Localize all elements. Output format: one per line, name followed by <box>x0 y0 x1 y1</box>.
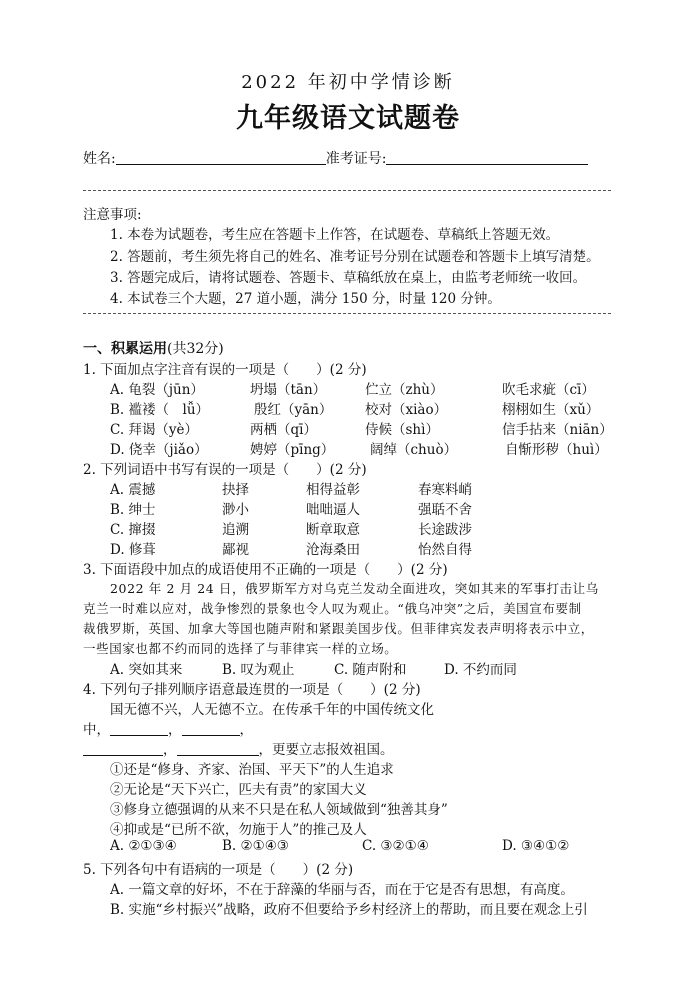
exam-subtitle: 2022 年初中学情诊断 <box>241 72 455 93</box>
q3-passage-line-4: 一些国家也都不约而同的选择了与菲律宾一样的立场。 <box>83 641 398 656</box>
q1-b-4: 栩栩如生（xǔ） <box>502 402 600 418</box>
q1-a-2: 坍塌（tān） <box>250 382 327 398</box>
name-field[interactable] <box>116 150 326 165</box>
id-field[interactable] <box>386 150 588 165</box>
q1-option-b: B. 褴褛（ lǚ） <box>110 402 210 418</box>
q4-blank-sep-3: ， <box>163 742 177 758</box>
divider-top <box>83 190 611 191</box>
section-score: (共32分) <box>167 341 224 357</box>
q1-stem: 1. 下面加点字注音有误的一项是（ ）(2 分) <box>83 362 367 378</box>
q4-blank-sep-2: ， <box>239 722 253 738</box>
q1-c-2: 两栖（qī） <box>250 422 317 438</box>
q3-option-d: D. 不约而同 <box>444 662 517 678</box>
q2-option-d: D. 修葺 <box>110 542 156 558</box>
q2-option-c: C. 撺掇 <box>110 522 156 538</box>
q4-option-a: A. ②①③④ <box>110 838 177 854</box>
q2-c-4: 长途跋涉 <box>418 522 472 538</box>
q4-stem: 4. 下列句子排列顺序语意最连贯的一项是（ ）(2 分) <box>83 682 421 698</box>
name-label: 姓名: <box>83 151 116 167</box>
q3-option-a: A. 突如其来 <box>110 662 183 678</box>
q1-d-2: 娉婷（pīng） <box>250 442 335 458</box>
q4-item-1: ①还是“修身、齐家、治国、平天下”的人生追求 <box>110 762 394 778</box>
q1-a-4: 吹毛求疵（cī） <box>502 382 595 398</box>
q2-d-3: 沧海桑田 <box>306 542 360 558</box>
q1-c-3: 侍候（shì） <box>365 422 439 438</box>
q5-stem: 5. 下列各句中有语病的一项是（ ）(2 分) <box>83 862 354 878</box>
q2-option-a: A. 震撼 <box>110 482 156 498</box>
q2-a-4: 春寒料峭 <box>418 482 472 498</box>
q2-b-4: 强聒不舍 <box>418 502 472 518</box>
q1-a-3: 伫立（zhù） <box>365 382 444 398</box>
q1-d-4: 自惭形秽（huì） <box>505 442 608 458</box>
q1-b-2: 殷红（yān） <box>254 402 333 418</box>
q3-passage-line-2: 克兰一时难以应对，战争惨烈的景象也令人叹为观止。“俄乌冲突”之后，美国宣布要制 <box>83 601 582 616</box>
q4-blank-1[interactable] <box>110 722 168 736</box>
q4-item-3: ③修身立德强调的从来不只是在私人领域做到“独善其身” <box>110 802 448 818</box>
q2-d-2: 鄙视 <box>222 542 249 558</box>
q1-b-3: 校对（xiào） <box>365 402 448 418</box>
q1-option-a: A. 龟裂（jūn） <box>110 382 204 398</box>
q2-c-2: 追溯 <box>222 522 249 538</box>
q4-blank-2[interactable] <box>182 722 240 736</box>
q2-b-2: 渺小 <box>222 502 249 518</box>
q3-option-b: B. 叹为观止 <box>222 662 295 678</box>
q4-blank-3[interactable] <box>83 742 163 756</box>
q5-option-a: A. 一篇文章的好坏，不在于辞藻的华丽与否，而在于它是否有思想，有高度。 <box>110 882 574 898</box>
q4-item-4: ④抑或是“已所不欲，勿施于人”的推己及人 <box>110 822 367 838</box>
q2-c-3: 断章取意 <box>306 522 360 538</box>
q2-b-3: 咄咄逼人 <box>306 502 360 518</box>
q4-blank-4[interactable] <box>177 742 259 756</box>
section-title: 一、积累运用 <box>83 341 167 357</box>
q4-line-2-prefix: 中， <box>83 722 110 738</box>
q2-a-2: 抉择 <box>222 482 249 498</box>
section-heading <box>83 338 224 358</box>
q1-d-3: 阔绰（chuò） <box>370 442 458 458</box>
q2-a-3: 相得益彰 <box>306 482 360 498</box>
q2-stem: 2. 下列词语中书写有误的一项是（ ）(2 分) <box>83 462 367 478</box>
q4-line-3-suffix: ，更要立志报效祖国。 <box>258 742 394 758</box>
notice-item-4: 4. 本试卷三个大题，27 道小题，满分 150 分，时量 120 分钟。 <box>110 291 501 307</box>
q4-option-c: C. ③②①④ <box>362 838 429 854</box>
q4-option-d: D. ③④①② <box>502 838 570 854</box>
notice-heading: 注意事项: <box>83 207 142 223</box>
q4-line-2 <box>83 718 253 738</box>
notice-item-1: 1. 本卷为试题卷，考生应在答题卡上作答，在试题卷、草稿纸上答题无效。 <box>110 227 560 243</box>
q2-option-b: B. 绅士 <box>110 502 156 518</box>
divider-bottom <box>83 313 611 314</box>
q1-c-4: 信手拈来（niān） <box>502 422 613 438</box>
q3-stem: 3. 下面语段中加点的成语使用不正确的一项是（ ）(2 分) <box>83 562 448 578</box>
q4-line-1: 国无德不兴，人无德不立。在传承千年的中国传统文化 <box>110 702 434 718</box>
q3-passage-line-1: 2022 年 2 月 24 日，俄罗斯军方对乌克兰发动全面进攻，突如其来的军事打击让乌 <box>110 581 599 596</box>
id-label: 准考证号: <box>325 151 387 167</box>
q2-d-4: 怡然自得 <box>418 542 472 558</box>
q4-option-b: B. ②①④③ <box>222 838 289 854</box>
q3-option-c: C. 随声附和 <box>334 662 407 678</box>
q4-item-2: ②无论是“天下兴亡，匹夫有责”的家国大义 <box>110 782 367 798</box>
notice-item-3: 3. 答题完成后，请将试题卷、答题卡、草稿纸放在桌上，由监考老师统一收回。 <box>110 270 587 286</box>
notice-item-2: 2. 答题前，考生须先将自己的姓名、准考证号分别在试题卷和答题卡上填写清楚。 <box>110 249 600 265</box>
q1-option-d: D. 侥幸（jiǎo） <box>110 442 208 458</box>
q4-blank-sep-1: ， <box>168 722 182 738</box>
q1-option-c: C. 拜谒（yè） <box>110 422 199 438</box>
q3-passage-line-3: 裁俄罗斯，英国、加拿大等国也随声附和紧跟美国步伐。但菲律宾发表声明将表示中立， <box>83 621 594 636</box>
q4-line-3 <box>83 738 394 758</box>
q5-option-b: B. 实施“乡村振兴”战略，政府不但要给予乡村经济上的帮助，而且要在观念上引 <box>110 902 588 918</box>
name-id-row <box>83 148 588 168</box>
exam-title: 九年级语文试题卷 <box>236 103 460 134</box>
